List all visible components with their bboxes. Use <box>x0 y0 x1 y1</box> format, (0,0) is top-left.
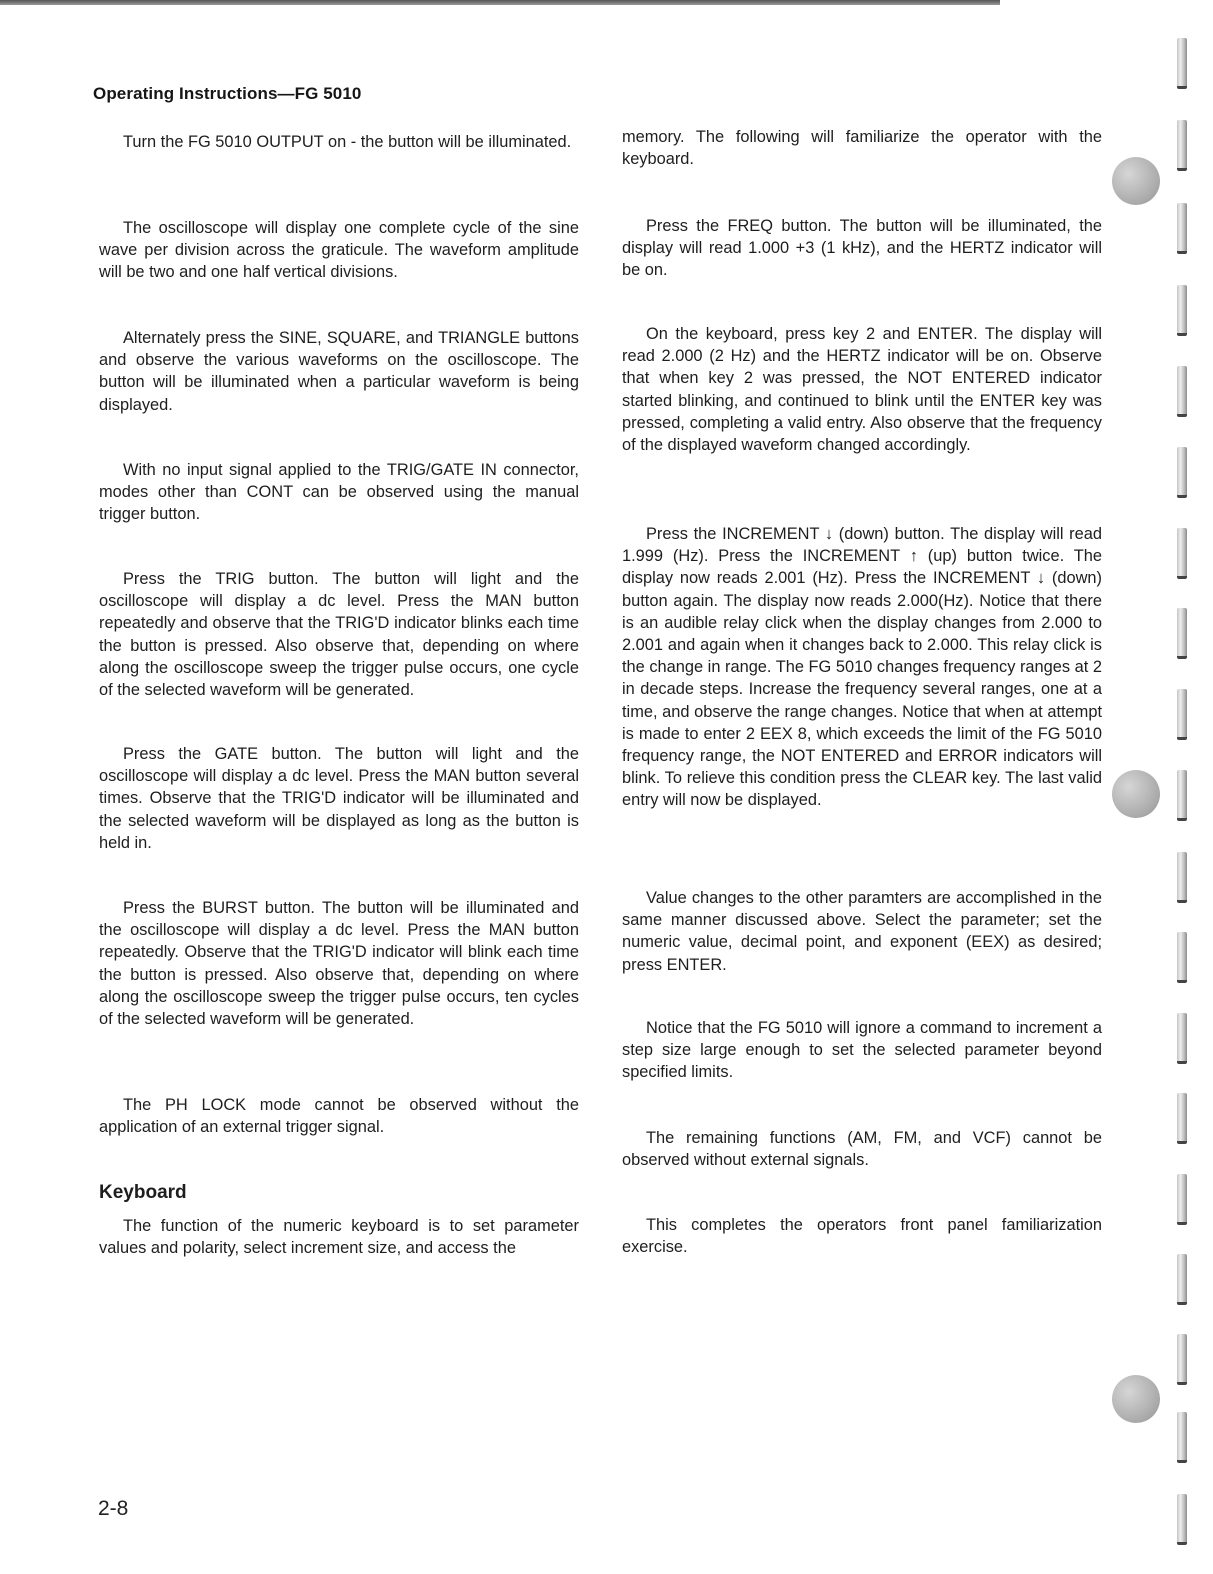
edge-index-tab <box>1177 1013 1187 1064</box>
paragraph-completion: This completes the operators front panel familiarization exercise. <box>622 1216 1102 1257</box>
edge-index-tab <box>1177 1334 1187 1385</box>
paragraph-keyboard-intro: The function of the numeric keyboard is to set parameter values and polarity, select increment size, and access the <box>99 1217 579 1258</box>
edge-index-tab <box>1177 852 1187 903</box>
paragraph-increment-limits: Notice that the FG 5010 will ignore a command to increment a step size large enough to set the selected parameter beyond specified limits. <box>622 1019 1102 1082</box>
edge-index-tab <box>1177 1254 1187 1305</box>
section-heading-keyboard: Keyboard <box>99 1182 187 1203</box>
edge-index-tab <box>1177 203 1187 254</box>
paragraph-remaining-functions: The remaining functions (AM, FM, and VCF) cannot be observed without external signals. <box>622 1129 1102 1170</box>
edge-index-tab <box>1177 38 1187 89</box>
binder-hole <box>1112 770 1160 818</box>
edge-index-tab <box>1177 120 1187 171</box>
edge-index-tab <box>1177 1174 1187 1225</box>
edge-index-tab <box>1177 528 1187 579</box>
edge-index-tab <box>1177 285 1187 336</box>
paragraph-ph-lock: The PH LOCK mode cannot be observed without the application of an external trigger signal. <box>99 1096 579 1137</box>
edge-index-tab <box>1177 689 1187 740</box>
paragraph-sine-display: The oscilloscope will display one complete cycle of the sine wave per division across the graticule. The waveform amplitude will be two and one half vertical divisions. <box>99 219 579 282</box>
paragraph-key-2-enter: On the keyboard, press key 2 and ENTER. The display will read 2.000 (2 Hz) and the HERTZ indicator will be on. Observe that when key 2 was pressed, the NOT ENTERED indicator started blinking, and continued to blink until the ENTER key was pressed, completing a valid entry. Also observe that the frequency of the displayed waveform changed accordingly. <box>622 325 1102 455</box>
paragraph-waveform-buttons: Alternately press the SINE, SQUARE, and TRIANGLE buttons and observe the various waveforms on the oscilloscope. The button will be illuminated when a particular waveform is being displayed. <box>99 329 579 414</box>
edge-index-tab <box>1177 770 1187 821</box>
edge-index-tab <box>1177 447 1187 498</box>
paragraph-output-on: Turn the FG 5010 OUTPUT on - the button will be illuminated. <box>123 133 572 151</box>
paragraph-increment: Press the INCREMENT ↓ (down) button. The display will read 1.999 (Hz). Press the INCREMENT ↑ (up) button twice. The display now reads 2.001 (Hz). Press the INCREMENT ↓ (down) button again. The display now reads 2.000(Hz). Notice that there is an audible relay click when the display changes from 2.000 to 2.001 and again when it changes back to 2.000. This relay click is the change in range. The FG 5010 changes frequency ranges at 2 in decade steps. Increase the frequency several ranges, one at a time, and observe the range changes. Notice that when at attempt is made to enter 2 EEX 8, which exceeds the limit of the FG 5010 frequency range, the NOT ENTERED and ERROR indicators will blink. To relieve this condition press the CLEAR key. The last valid entry will now be displayed. <box>622 525 1102 810</box>
binder-hole <box>1112 1375 1160 1423</box>
paragraph-trig-mode: Press the TRIG button. The button will light and the oscilloscope will display a dc level. Press the MAN button repeatedly and observe that the TRIG'D indicator blinks each time the button is pressed. Also observe that, depending on where along the oscilloscope sweep the trigger pulse occurs, one cycle of the selected waveform will be generated. <box>99 570 579 700</box>
edge-index-tab <box>1177 1412 1187 1463</box>
edge-index-tab <box>1177 1093 1187 1144</box>
paragraph-burst-mode: Press the BURST button. The button will be illuminated and the oscilloscope will display a dc level. Press the MAN button repeatedly. Observe that the TRIG'D indicator will blink each time the button is pressed. Also observe that, depending on where along the oscilloscope sweep the trigger pulse occurs, ten cycles of the selected waveform will be generated. <box>99 899 579 1029</box>
running-head: Operating Instructions—FG 5010 <box>93 84 362 103</box>
paragraph-trig-gate-in: With no input signal applied to the TRIG/GATE IN connector, modes other than CONT can be observed using the manual trigger button. <box>99 461 579 524</box>
edge-index-tab <box>1177 608 1187 659</box>
paragraph-memory-continued: memory. The following will familiarize the operator with the keyboard. <box>622 128 1102 169</box>
binder-hole <box>1112 157 1160 205</box>
top-rule <box>0 0 1000 5</box>
paragraph-gate-mode: Press the GATE button. The button will light and the oscilloscope will display a dc level. Press the MAN button several times. Observe that the TRIG'D indicator will be illuminated and the selected waveform will be displayed as long as the button is held in. <box>99 745 579 852</box>
paragraph-value-changes: Value changes to the other paramters are accomplished in the same manner discussed above. Select the parameter; set the numeric value, decimal point, and exponent (EEX) as desired; press ENTER. <box>622 889 1102 974</box>
edge-index-tab <box>1177 1494 1187 1545</box>
page-number: 2-8 <box>98 1497 129 1520</box>
edge-index-tab <box>1177 932 1187 983</box>
paragraph-freq-button: Press the FREQ button. The button will be illuminated, the display will read 1.000 +3 (1 kHz), and the HERTZ indicator will be on. <box>622 217 1102 280</box>
edge-index-tab <box>1177 366 1187 417</box>
